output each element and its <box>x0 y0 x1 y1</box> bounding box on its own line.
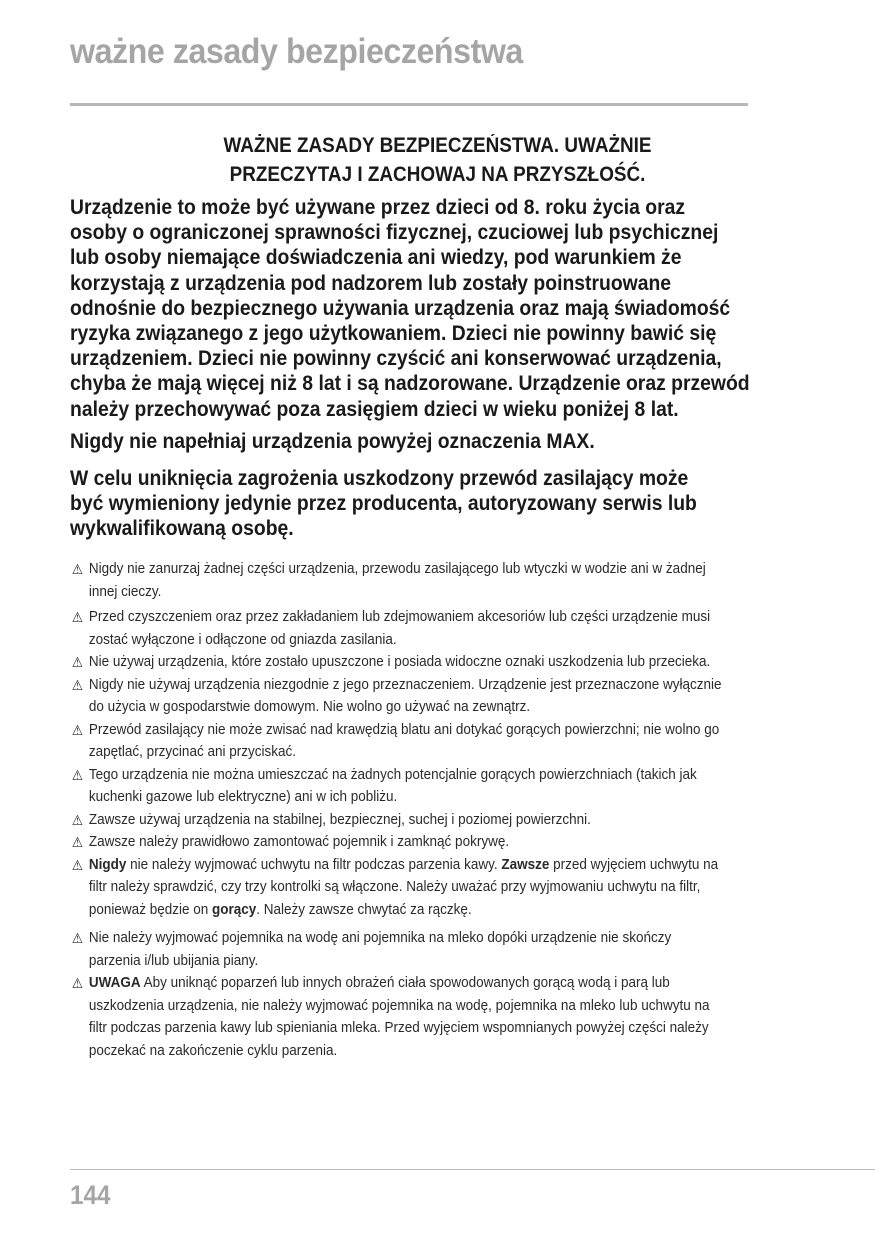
paragraph-line: urządzeniem. Dzieci nie powinny czyścić ani konserwować urządzenia, <box>70 346 722 371</box>
warning-triangle-icon: ⚠ <box>71 609 84 625</box>
max-fill-paragraph <box>70 429 595 454</box>
title-divider <box>70 103 748 106</box>
warning-text <box>89 854 754 877</box>
warning-item <box>70 972 754 1062</box>
paragraph-line: korzystają z urządzenia pod nadzorem lub zostały poinstruowane <box>70 270 672 295</box>
footer-divider <box>70 1169 875 1170</box>
warning-text: poczekać na zakończenie cyklu parzenia. <box>88 1041 338 1059</box>
children-usage-paragraph <box>70 195 750 422</box>
warning-item <box>70 809 754 832</box>
warning-text: kuchenki gazowe lub elektryczne) ani w ich pobliżu. <box>88 788 398 805</box>
warning-text: Zawsze używaj urządzenia na stabilnej, bezpiecznej, suchej i poziomej powierzchni. <box>88 810 591 828</box>
warning-text-segment: ponieważ będzie on <box>88 900 212 918</box>
warning-text: filtr należy sprawdzić, czy trzy kontrolki są włączone. Należy uważać przy wyjmowaniu uchwytu na filtr, <box>88 878 701 895</box>
warning-text: Nie używaj urządzenia, które zostało upuszczone i posiada widoczne oznaki uszkodzenia lub przecieka. <box>88 653 711 670</box>
emphasis-text: UWAGA <box>88 974 141 991</box>
warning-text <box>89 972 754 995</box>
emphasis-text: gorący <box>211 900 257 918</box>
warning-text: filtr podczas parzenia kawy lub spieniania mleka. Przed wyjęciem wspomnianych powyżej części należy <box>88 1019 709 1036</box>
safety-heading-line: PRZECZYTAJ I ZACHOWAJ NA PRZYSZŁOŚĆ. <box>229 163 646 186</box>
warning-item <box>70 651 754 674</box>
warning-item <box>70 831 754 854</box>
warning-text: Nigdy nie używaj urządzenia niezgodnie z jego przeznaczeniem. Urządzenie jest przeznaczone wyłącznie <box>88 675 722 693</box>
emphasis-text: Zawsze <box>501 855 550 873</box>
warning-item <box>70 764 754 809</box>
warning-text: Tego urządzenia nie można umieszczać na żadnych potencjalnie gorących powierzchniach (takich jak <box>88 765 697 783</box>
warning-text: Zawsze należy prawidłowo zamontować pojemnik i zamknąć pokrywę. <box>88 833 510 850</box>
warning-item <box>70 927 754 972</box>
warning-item <box>70 674 754 719</box>
warning-text: Nigdy nie zanurzaj żadnej części urządzenia, przewodu zasilającego lub wtyczki w wodzie ani w żadnej <box>88 560 706 577</box>
paragraph-line: odnośnie do bezpiecznego używania urządzenia oraz mają świadomość <box>70 295 731 320</box>
paragraph-line: lub osoby niemające doświadczenia ani wiedzy, pod warunkiem że <box>70 245 682 270</box>
page-number: 144 <box>70 1180 111 1210</box>
power-cord-paragraph <box>70 466 697 542</box>
warning-text: Przewód zasilający nie może zwisać nad krawędzią blatu ani dotykać gorących powierzchni; nie wolno go <box>88 720 720 738</box>
warning-text-segment: . Należy zawsze chwytać za rączkę. <box>256 900 472 918</box>
paragraph-line: wykwalifikowaną osobę. <box>70 516 294 541</box>
warning-triangle-icon: ⚠ <box>71 811 84 828</box>
paragraph-line: Urządzenie to może być używane przez dzieci od 8. roku życia oraz <box>70 195 686 219</box>
paragraph-line: osoby o ograniczonej sprawności fizycznej, czuciowej lub psychicznej <box>70 220 719 245</box>
warning-triangle-icon: ⚠ <box>71 561 84 577</box>
warning-triangle-icon: ⚠ <box>71 766 84 783</box>
warning-text: Nie należy wyjmować pojemnika na wodę ani pojemnika na mleko dopóki urządzenie nie skończy <box>88 929 672 946</box>
safety-heading <box>107 131 769 189</box>
warning-text: uszkodzenia urządzenia, nie należy wyjmować pojemnika na wodę, pojemnika na mleko lub uchwytu na <box>88 996 710 1014</box>
paragraph-line: chyba że mają więcej niż 8 lat i są nadzorowane. Urządzenie oraz przewód <box>70 371 750 396</box>
paragraph-line: Nigdy nie napełniaj urządzenia powyżej oznaczenia MAX. <box>70 429 595 453</box>
warning-triangle-icon: ⚠ <box>71 975 84 991</box>
paragraph-line: W celu uniknięcia zagrożenia uszkodzony przewód zasilający może <box>70 466 689 490</box>
warning-triangle-icon: ⚠ <box>71 834 84 850</box>
warning-triangle-icon: ⚠ <box>71 856 84 873</box>
warning-item <box>70 558 754 603</box>
emphasis-text: Nigdy <box>88 855 127 873</box>
warning-text: zostać wyłączone i odłączone od gniazda zasilania. <box>88 630 397 648</box>
warning-text: zapętlać, przycinać ani przyciskać. <box>88 743 296 760</box>
page-title: ważne zasady bezpieczeństwa <box>70 32 523 71</box>
warning-list <box>70 558 830 1062</box>
paragraph-line: ryzyka związanego z jego użytkowaniem. Dzieci nie powinny bawić się <box>70 321 717 346</box>
warning-triangle-icon: ⚠ <box>71 930 84 946</box>
warning-text: Przed czyszczeniem oraz przez zakładaniem lub zdejmowaniem akcesoriów lub części urządzenie musi <box>88 608 711 625</box>
warning-item <box>70 854 754 922</box>
warning-text-segment: Aby uniknąć poparzeń lub innych obrażeń ciała spowodowanych gorącą wodą i parą lub <box>140 974 670 991</box>
warning-text <box>89 899 754 922</box>
warning-text-segment: nie należy wyjmować uchwytu na filtr podczas parzenia kawy. <box>126 855 502 873</box>
warning-item <box>70 719 754 764</box>
warning-text: parzenia i/lub ubijania piany. <box>88 951 259 969</box>
warning-text-segment: przed wyjęciem uchwytu na <box>549 855 719 873</box>
warning-text: innej cieczy. <box>88 582 162 600</box>
warning-triangle-icon: ⚠ <box>71 654 84 670</box>
warning-triangle-icon: ⚠ <box>71 676 84 693</box>
safety-heading-line: WAŻNE ZASADY BEZPIECZEŃSTWA. UWAŻNIE <box>223 134 652 157</box>
warning-text: do użycia w gospodarstwie domowym. Nie wolno go używać na zewnątrz. <box>88 698 531 715</box>
paragraph-line: należy przechowywać poza zasięgiem dzieci w wieku poniżej 8 lat. <box>70 396 679 421</box>
warning-triangle-icon: ⚠ <box>71 721 84 738</box>
warning-item <box>70 606 754 651</box>
paragraph-line: być wymieniony jedynie przez producenta, autoryzowany serwis lub <box>70 491 697 516</box>
